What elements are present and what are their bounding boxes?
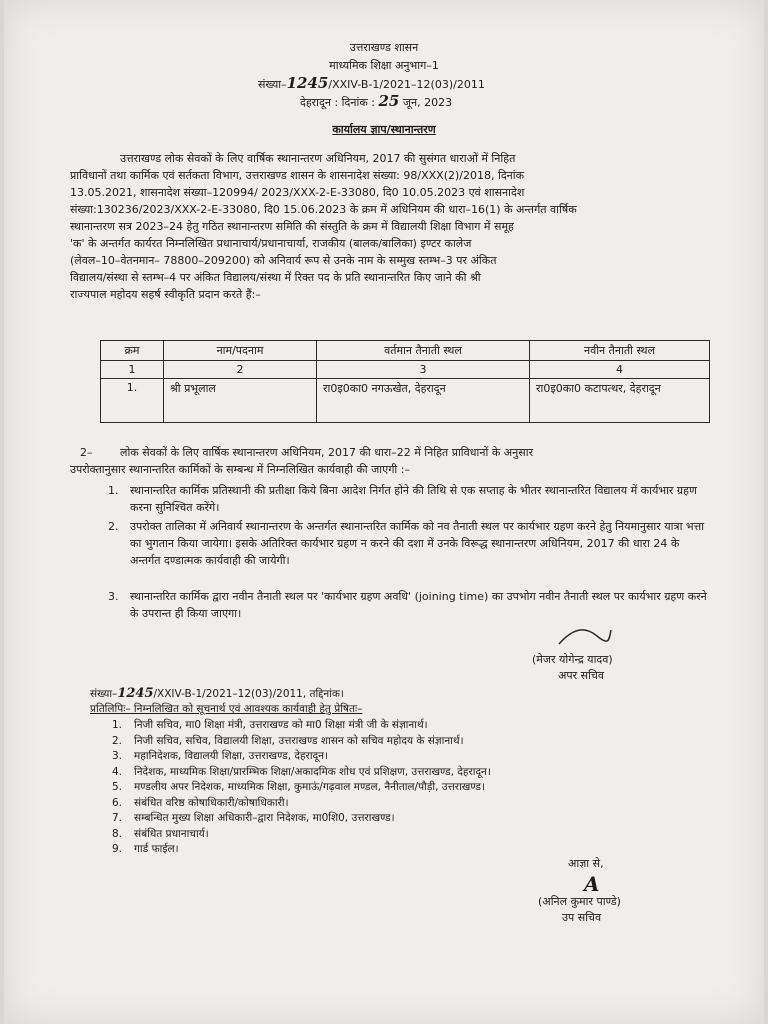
main-paragraph: उत्तराखण्ड लोक सेवकों के लिए वार्षिक स्थानान्तरण अधिनियम, 2017 की सुसंगत धाराओं में निहित प्राविधानों तथा कार्मिक एवं सर्तकता विभाग, उत्तराखण्ड शासन के शासनादेश संख्या: 98/XXX(2)/2018, दिनांक 13.05.2021, शासनादेश संख्या–120994/ 2023/XXX-2-E-33080, दि0 10.05.2023 एवं शासनादेश संख्या:130236/2023/XXX-2-E-33080, दि0 15.06.2023 के क्रम में अधिनियम की धारा–16(1) के अन्तर्गत वार्षिक स्थानान्तरण सत्र 2023–24 हेतु गठित स्थानान्तरण समिति की संस्तुति के क्रम में विद्यालयी शिक्षा विभाग में समूह 'क' के अन्तर्गत कार्यरत निम्नलिखित प्रधानाचार्य/प्रधानाचार्या, राजकीय (बालक/बालिका) इण्टर कालेज (लेवल–10–वेतनमान– 78800–209200) को अनिवार्य रूप से उनके नाम के सम्मुख स्तम्भ–3 पर अंकित विद्यालय/संस्था से स्तम्भ–4 पर अंकित विद्यालय/संस्था में रिक्त पद के प्रति स्थानान्तरित किए जाने की श्री राज्यपाल महोदय सहर्ष स्वीकृति प्रदान करते हैं:– bbox=[70, 152, 577, 301]
list-item: 7. सम्बन्धित मुख्य शिक्षा अधिकारी–द्वारा निदेशक, मा0शि0, उत्तराखण्ड। bbox=[112, 812, 395, 824]
list-item: 3. महानिदेशक, विद्यालयी शिक्षा, उत्तराखण्ड, देहरादून। bbox=[112, 750, 328, 762]
para2-number: 2– bbox=[80, 446, 93, 459]
list-item: 8. संबंधित प्रधानाचार्य। bbox=[112, 827, 209, 840]
column-number-row: 1 2 3 4 bbox=[101, 361, 710, 379]
table-row: 1. श्री प्रभूलाल रा0इ0का0 नगऊखेत, देहरादून रा0इ0का0 कटापत्थर, देहरादून bbox=[101, 379, 710, 423]
handwritten-date: 25 bbox=[378, 92, 400, 110]
transfer-table bbox=[100, 340, 710, 423]
list-item: 6. संबंधित वरिष्ठ कोषाधिकारी/कोषाधिकारी। bbox=[112, 796, 289, 809]
list-item: 9. गार्ड फाईल। bbox=[112, 843, 179, 855]
signatory2-name: (अनिल कुमार पाण्डे) bbox=[538, 895, 621, 908]
col-header: नवीन तैनाती स्थल bbox=[530, 341, 710, 361]
signatory2-title: उप सचिव bbox=[562, 911, 602, 924]
list-item: 5. मण्डलीय अपर निदेशक, माध्यमिक शिक्षा, कुमाऊं/गढ़वाल मण्डल, नैनीताल/पौड़ी, उत्तराखण्ड। bbox=[112, 781, 485, 793]
reference-number: संख्या–1245/XXIV-B-1/2021–12(03)/2011 bbox=[258, 74, 485, 92]
col-header: वर्तमान तैनाती स्थल bbox=[317, 341, 530, 361]
list-item: 2. निजी सचिव, सचिव, विद्यालयी शिक्षा, उत्तराखण्ड शासन को सचिव महोदय के संज्ञानार्थ। bbox=[112, 734, 464, 747]
signatory-name: (मेजर योगेन्द्र यादव) bbox=[532, 653, 613, 666]
copy-to-line: प्रतिलिपिः– निम्नलिखित को सूचनार्थ एवं आवश्यक कार्यवाही हेतु प्रेषितः– bbox=[90, 703, 363, 715]
distribution-list bbox=[112, 718, 491, 858]
list-item: 4. निदेशक, माध्यमिक शिक्षा/प्रारम्भिक शिक्षा/अकादमिक शोध एवं प्रशिक्षण, उत्तराखण्ड, देहरादून। bbox=[112, 765, 491, 778]
dept-header: माध्यमिक शिक्षा अनुभाग–1 bbox=[329, 59, 439, 72]
col-header: क्रम bbox=[101, 341, 164, 361]
para2-intro: लोक सेवकों के लिए वार्षिक स्थानान्तरण अधिनियम, 2017 की धारा–22 में निहित प्राविधानों के अनुसार उपरोक्तानुसार स्थानान्तरित कार्मिकों के सम्बन्ध में निम्नलिखित कार्यवाही की जाएगी :– bbox=[70, 446, 534, 476]
handwritten-ref: 1245 bbox=[286, 74, 329, 92]
signatory-title: अपर सचिव bbox=[558, 669, 605, 682]
subject-heading: कार्यालय ज्ञाप/स्थानान्तरण bbox=[332, 123, 436, 136]
list-item: स्थानान्तरित कार्मिक प्रतिस्थानी की प्रतीक्षा किये बिना आदेश निर्गत होने की तिथि से एक सप्ताह के भीतर स्थानान्तरित विद्यालय में कार्यभार ग्रहण करना सुनिश्चित करेंगे। bbox=[130, 484, 697, 514]
signature-stroke bbox=[555, 622, 615, 650]
order-date: देहरादून : दिनांक : 25 जून, 2023 bbox=[300, 92, 453, 110]
endorsement-ref: संख्या–1245/XXIV-B-1/2021–12(03)/2011, तद्दिनांक। bbox=[90, 686, 344, 701]
gov-header: उत्तराखण्ड शासन bbox=[349, 41, 419, 54]
col-header: नाम/पदनाम bbox=[164, 341, 317, 361]
list-item: उपरोक्त तालिका में अनिवार्य स्थानान्तरण के अन्तर्गत स्थानान्तरित कार्मिक को नव तैनाती स्थल पर कार्यभार ग्रहण करने हेतु नियमानुसार यात्रा भत्ता का भुगतान किया जायेगा। इसके अतिरिक्त कार्यभार ग्रहण न करने की दशा में उनके विरूद्ध स्थानान्तरण अधिनियम, 2017 की धारा 24 के अन्तर्गत दण्डात्मक कार्यवाही की जायेगी। bbox=[130, 520, 705, 567]
table-header-row bbox=[101, 341, 710, 361]
list-item: 1. निजी सचिव, मा0 शिक्षा मंत्री, उत्तराखण्ड को मा0 शिक्षा मंत्री जी के संज्ञानार्थ। bbox=[112, 719, 428, 731]
by-order-text: आज्ञा से, bbox=[568, 857, 604, 870]
signature-mark: A bbox=[584, 872, 600, 896]
list-item: स्थानान्तरित कार्मिक द्वारा नवीन तैनाती स्थल पर 'कार्यभार ग्रहण अवधि' (joining time) का उपभोग नवीन तैनाती स्थल पर कार्यभार ग्रहण करने के उपरान्त ही किया जाएगा। bbox=[130, 590, 707, 620]
